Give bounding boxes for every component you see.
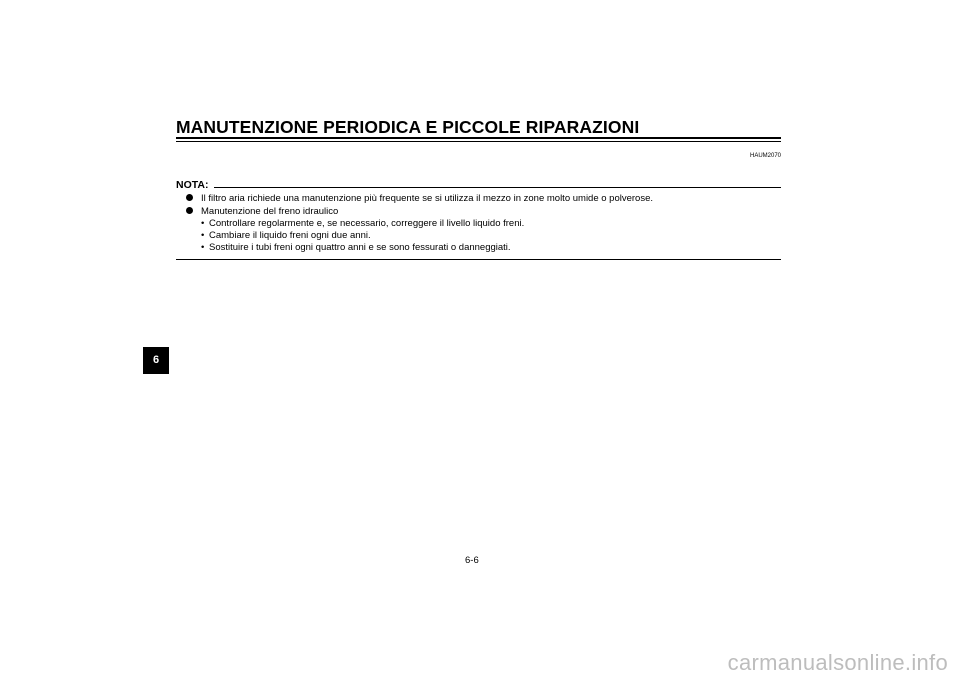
watermark-text: carmanualsonline.info (727, 650, 948, 675)
sub-item-text: Cambiare il liquido freni ogni due anni. (209, 230, 371, 241)
note-label: NOTA: (176, 179, 209, 191)
title-rule-thin (176, 141, 781, 142)
small-bullet-icon: • (201, 242, 205, 253)
document-code: HAUM2070 (749, 153, 781, 159)
note-item-text: Il filtro aria richiede una manutenzione più frequente se si utilizza il mezzo in zone molto umide o polverose. (201, 193, 654, 204)
sub-item-replace-hoses (201, 242, 511, 254)
sub-item-text: Sostituire i tubi freni ogni quattro anni e se sono fessurati o danneggiati. (209, 242, 511, 253)
note-item-brake (186, 206, 338, 218)
small-bullet-icon: • (201, 218, 205, 229)
note-rule-bottom (176, 259, 781, 260)
sub-item-change-fluid (201, 230, 371, 242)
bullet-icon (186, 194, 193, 201)
chapter-tab: 6 (143, 347, 169, 374)
sub-item-check-level (201, 218, 524, 230)
note-item-air-filter (186, 193, 653, 205)
title-rule-thick (176, 137, 781, 139)
page-title: MANUTENZIONE PERIODICA E PICCOLE RIPARAZIONI (176, 117, 640, 137)
note-item-text: Manutenzione del freno idraulico (201, 206, 339, 217)
bullet-icon (186, 207, 193, 214)
page-number: 6-6 (465, 555, 479, 566)
sub-item-text: Controllare regolarmente e, se necessario, correggere il livello liquido freni. (209, 218, 525, 229)
note-rule-top (214, 187, 781, 188)
small-bullet-icon: • (201, 230, 205, 241)
